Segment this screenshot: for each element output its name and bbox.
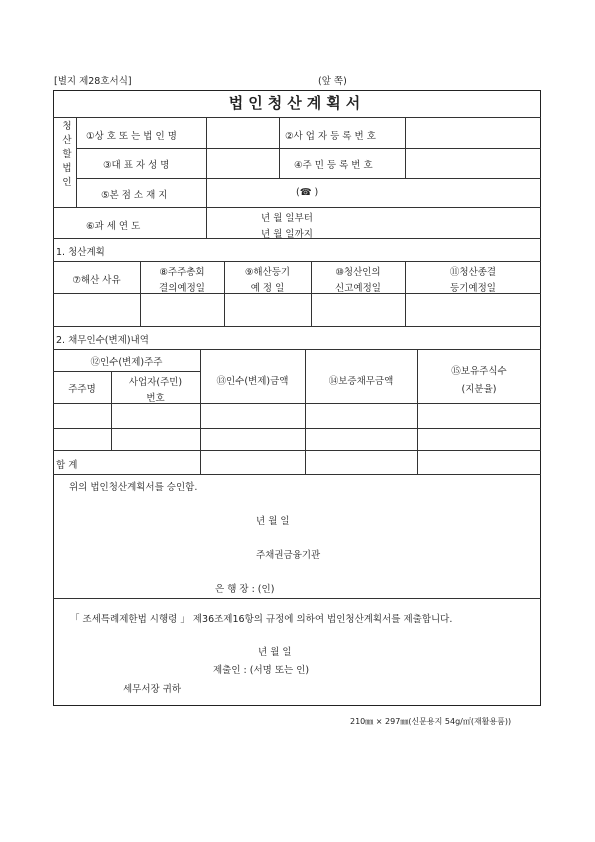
address-label: ⑤본 점 소 재 지 bbox=[101, 190, 168, 201]
debt-total-label: 합 계 bbox=[56, 460, 78, 471]
representative-label: ③대 표 자 성 명 bbox=[103, 160, 170, 171]
plan-col-dissolution-2: 예 정 일 bbox=[250, 283, 285, 294]
plan-col-meeting: ⑧주주총회 bbox=[159, 267, 205, 278]
plan-col-liquidator-2: 신고예정일 bbox=[335, 283, 381, 294]
tax-year-from: 년 월 일부터 bbox=[261, 213, 313, 224]
plan-col-closing-2: 등기예정일 bbox=[450, 283, 496, 294]
debt-group-header: ⑫인수(변제)주주 bbox=[90, 357, 163, 368]
submit-text: 「 조세특례제한법 시행령 」 제36조제16항의 규정에 의하여 법인청산계획서를 제출합니다. bbox=[70, 614, 453, 625]
debt-col-shares: ⑮보유주식수 bbox=[451, 366, 507, 377]
form-number: [별지 제28호서식] bbox=[54, 76, 132, 87]
biz-number-label: ②사 업 자 등 록 번 호 bbox=[285, 131, 376, 142]
plan-col-liquidator: ⑩청산인의 bbox=[335, 267, 381, 278]
tax-year-to: 년 월 일까지 bbox=[261, 229, 313, 240]
bank-signature: 은 행 장 : (인) bbox=[215, 584, 275, 595]
addressee: 세무서장 귀하 bbox=[123, 684, 182, 695]
submitter-signature: 제출인 : (서명 또는 인) bbox=[213, 665, 310, 676]
plan-col-meeting-2: 결의예정일 bbox=[159, 283, 205, 294]
plan-section-title: 1. 청산계획 bbox=[56, 247, 105, 258]
approval-org: 주채권금융기관 bbox=[256, 550, 321, 561]
tax-year-label: ⑥과 세 연 도 bbox=[86, 221, 141, 232]
debt-col-holder: 주주명 bbox=[68, 384, 96, 395]
section-label-company: 청 산 할 법 인 bbox=[62, 121, 72, 188]
submit-date: 년 월 일 bbox=[258, 647, 292, 658]
page-side: (앞 쪽) bbox=[318, 76, 347, 87]
approval-text: 위의 법인청산계획서를 승인함. bbox=[69, 482, 198, 493]
company-name-label: ①상 호 또 는 법 인 명 bbox=[86, 131, 177, 142]
plan-col-closing: ⑪청산종결 bbox=[449, 267, 497, 278]
debt-col-id: 사업자(주민) bbox=[128, 377, 183, 388]
phone-label: (☎ ) bbox=[296, 187, 319, 198]
debt-col-id-2: 번호 bbox=[146, 393, 165, 404]
debt-section-title: 2. 채무인수(변제)내역 bbox=[56, 335, 149, 346]
debt-col-guarantee: ⑭보증채무금액 bbox=[328, 376, 394, 387]
debt-col-amount: ⑬인수(변제)금액 bbox=[216, 376, 289, 387]
paper-spec: 210㎜ × 297㎜(신문용지 54g/㎡(재활용품)) bbox=[350, 717, 512, 726]
plan-col-reason: ⑦해산 사유 bbox=[72, 275, 121, 286]
plan-col-dissolution: ⑨해산등기 bbox=[244, 267, 291, 278]
form-title: 법인청산계획서 bbox=[228, 94, 366, 112]
approval-date: 년 월 일 bbox=[256, 516, 290, 527]
resident-number-label: ④주 민 등 록 번 호 bbox=[294, 160, 373, 171]
debt-col-shares-2: (지분율) bbox=[461, 384, 497, 395]
